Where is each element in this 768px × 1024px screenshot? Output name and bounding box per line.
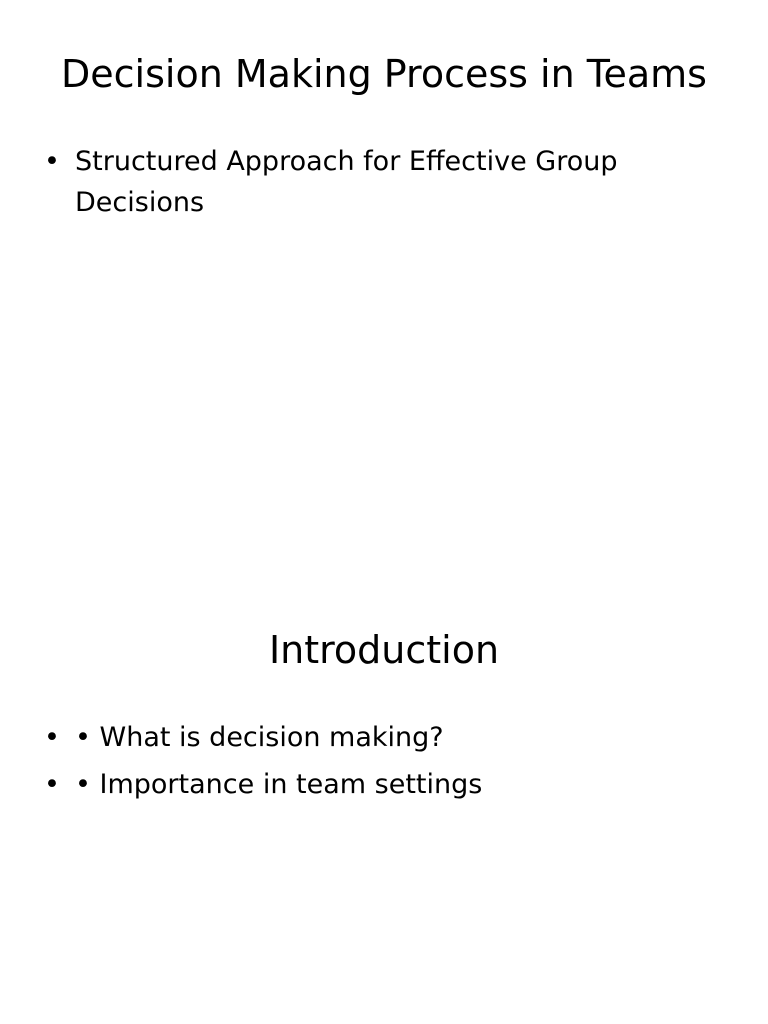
list-item (44, 141, 684, 223)
bullet-text: Structured Approach for Effective Group Decisions (75, 146, 618, 218)
list-item (44, 717, 684, 758)
list-item (44, 764, 684, 805)
slide-introduction (0, 576, 768, 1024)
bullet-text: • What is decision making? (75, 722, 444, 753)
bullet-list (44, 717, 684, 811)
slide-title: Introduction (268, 628, 500, 672)
bullet-marker: • (44, 722, 60, 753)
slide-title: Decision Making Process in Teams (61, 52, 707, 96)
bullet-marker: • (44, 769, 60, 800)
bullet-marker: • (44, 146, 60, 177)
bullet-list (44, 141, 684, 229)
bullet-text: • Importance in team settings (75, 769, 483, 800)
